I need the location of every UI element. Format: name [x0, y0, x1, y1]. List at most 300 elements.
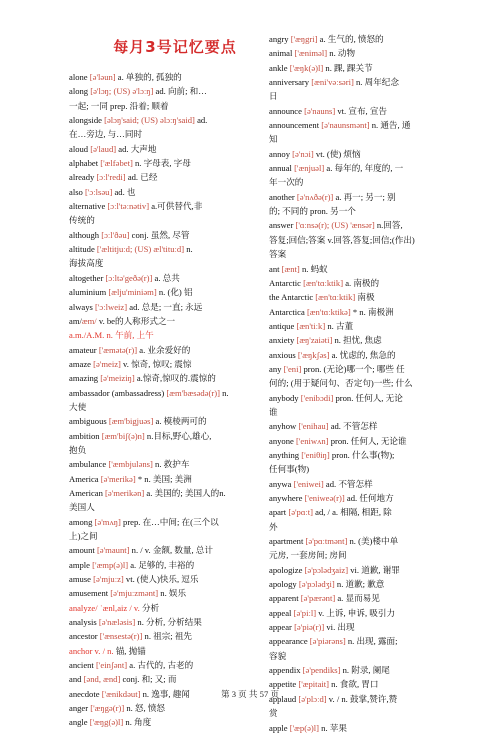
entry-line — [269, 649, 459, 663]
entry-line — [269, 161, 459, 175]
entry-line — [69, 457, 253, 471]
entry-text: n. 附录, 阑尾 — [340, 665, 390, 676]
entry-line — [69, 500, 253, 514]
entry-text: ad. 总是; 一直; 永远 — [127, 301, 203, 312]
entry-text: anxious — [269, 349, 298, 360]
entry-text: n. 娱乐 — [158, 588, 187, 599]
entry-text: 南极 — [355, 292, 375, 303]
entry-line — [269, 448, 459, 462]
entry-text: 任何事(物) — [269, 464, 310, 475]
entry-text: altitude — [69, 244, 97, 255]
entry-line — [269, 534, 459, 548]
entry-line — [269, 190, 459, 204]
entry-line — [69, 314, 253, 328]
entry-text: 容貌 — [269, 650, 287, 661]
entry-text: ambassador (ambassadress) — [69, 387, 167, 398]
phonetic-text: [æni'vəːsəri] — [311, 77, 354, 88]
entry-line — [269, 620, 459, 634]
entry-text: anchor v. / n. — [69, 645, 116, 656]
phonetic-text: [ə'piːl] — [293, 607, 317, 618]
entry-line — [69, 400, 253, 414]
entry-line — [269, 721, 459, 735]
entry-text: 大使 — [69, 401, 87, 412]
entry-text: n. 逸事, 趣闻 — [140, 688, 190, 699]
entry-text: ankle — [269, 62, 290, 73]
entry-text: n. 担忧, 焦虑 — [332, 335, 382, 346]
entry-text: annual — [269, 163, 295, 174]
entry-text: appear — [269, 622, 295, 633]
entry-text: n. 道歉; 歉意 — [334, 579, 385, 590]
entry-line — [269, 319, 459, 333]
entry-text: already — [69, 172, 97, 183]
entry-line — [69, 414, 253, 428]
entry-line — [69, 371, 253, 385]
entry-text: 知 — [269, 134, 278, 145]
phonetic-text: [ælju'miniəm] — [108, 287, 157, 298]
entry-line — [69, 256, 253, 270]
phonetic-text: [æn'tɑːktikə] — [306, 306, 351, 317]
phonetic-text: ['enibɔdi] — [300, 392, 334, 403]
phonetic-text: [ɔːltə'geðə(r)] — [105, 272, 153, 283]
entry-text: announce — [269, 105, 305, 116]
entry-text: angle — [69, 717, 90, 728]
entry-text: aluminium — [69, 287, 109, 298]
entry-text: * n. 美国; 美洲 — [135, 473, 192, 484]
phonetic-text: ['æpitait] — [298, 679, 330, 690]
entry-line — [269, 46, 459, 60]
entry-line — [69, 486, 253, 500]
entry-text: amount — [69, 545, 97, 556]
phonetic-text: [ænt] — [281, 263, 300, 274]
phonetic-text: [ə'nauns] — [304, 105, 336, 116]
phonetic-text: [ə'maunt] — [96, 545, 130, 556]
entry-line — [69, 472, 253, 486]
entry-text: n. 周年纪念 — [353, 77, 399, 88]
entry-text: a. 生气的, 愤怒的 — [317, 34, 384, 44]
entry-text: pron. (无论)哪一个; 哪些 任 — [301, 363, 405, 374]
entry-text: also — [69, 186, 85, 197]
entry-text: 日 — [269, 91, 278, 102]
phonetic-text: [ə'piərəns] — [309, 636, 346, 647]
phonetic-text: [ə'mjuːzmənt] — [110, 588, 159, 599]
entry-text: anywa — [269, 478, 294, 489]
entry-text: conj. 虽然, 尽管 — [129, 229, 190, 240]
entry-text: anywhere — [269, 493, 305, 503]
entry-line — [269, 419, 459, 433]
entry-text: n. 苹果 — [319, 722, 347, 733]
entry-text: antique — [269, 320, 297, 331]
phonetic-text: [æm'bæsədə(r)] — [166, 387, 220, 398]
entry-text: anxiety — [269, 335, 297, 346]
entry-text: a.惊奇,惊叹的.震惊的 — [134, 373, 216, 384]
entry-text: n. / v. 金额, 数量, 总计 — [129, 545, 213, 556]
entry-text: ad. 已经 — [125, 172, 158, 183]
phonetic-text: ['eniθiŋ] — [301, 449, 330, 460]
entry-text: vi. 出现 — [324, 622, 355, 633]
entry-text: a. 业余爱好的 — [137, 344, 191, 355]
entry-text: ad. — [194, 115, 208, 126]
phonetic-text: [ə'meiz] — [93, 358, 121, 369]
entry-line — [269, 462, 459, 476]
entry-text: 传统的 — [69, 215, 95, 226]
phonetic-text: ['ænsestə(r)] — [99, 631, 143, 642]
entry-text: announcement — [269, 120, 322, 131]
phonetic-text: [ə'pendiks] — [302, 665, 341, 676]
entry-text: 一起; 一同 prep. 沿着; 顺着 — [69, 100, 169, 111]
entry-text: n. 救护车 — [152, 459, 190, 470]
entry-line — [269, 591, 459, 605]
entry-text: apparent — [269, 593, 301, 604]
phonetic-text: [ə'pærənt] — [300, 593, 336, 604]
phonetic-text: ['eniwei] — [293, 478, 324, 489]
page-footer: 第 3 页 共 57 页 — [220, 689, 279, 699]
entry-text: ad. 不管怎样 — [323, 478, 373, 489]
entry-line — [269, 333, 459, 347]
phonetic-text: [æm'bigjuəs] — [108, 416, 154, 427]
entry-text: anything — [269, 449, 302, 460]
entry-text: conj. 和; 又; 而 — [120, 674, 177, 685]
entry-line — [69, 199, 253, 213]
entry-line — [69, 70, 253, 84]
entry-text: 分析 — [141, 602, 160, 613]
entry-text: the Antarctic — [269, 292, 316, 303]
entry-text: n. 蚂蚁 — [299, 263, 328, 274]
entry-line — [269, 132, 459, 146]
phonetic-text: [ə'laud] — [90, 143, 117, 154]
entry-line — [69, 84, 253, 98]
entry-text: prep. 在…中间; 在(三个以 — [120, 516, 219, 527]
entry-line — [69, 285, 253, 299]
entry-text: n.回答, — [374, 220, 403, 231]
phonetic-text: [ɔːl'təːnətiv] — [107, 201, 150, 212]
entry-line — [69, 142, 253, 156]
entry-text: n.目标,野心,雄心, — [144, 430, 212, 441]
entry-line — [269, 233, 459, 247]
entry-text: aloud — [69, 143, 91, 154]
entry-line — [269, 305, 459, 319]
entry-text: a. 古代的, 古老的 — [127, 660, 194, 671]
entry-text: apology — [269, 579, 299, 590]
entry-text: appetite — [269, 679, 299, 690]
entry-line — [69, 328, 253, 342]
entry-text: ambition — [69, 430, 102, 441]
entry-text: n. 踝, 踝关节 — [323, 62, 373, 73]
entry-text: vt. (使) 烦恼 — [313, 148, 361, 159]
entry-text: another — [269, 191, 297, 202]
entry-text: apple — [269, 722, 290, 733]
entry-line — [269, 520, 459, 534]
phonetic-text: [ə'nɔi] — [292, 148, 314, 159]
entry-line — [69, 601, 253, 615]
entry-line — [69, 228, 253, 242]
phonetic-text: [ə'mʌŋ] — [94, 516, 121, 527]
entry-text: angry — [269, 34, 291, 44]
phonetic-text: [æm'biʃ(ə)n] — [101, 430, 145, 441]
entry-text: ant — [269, 263, 282, 274]
phonetic-text: [ə'merikə] — [100, 473, 136, 484]
entry-line — [269, 147, 459, 161]
entry-text: ancestor — [69, 631, 100, 642]
entry-line — [69, 515, 253, 529]
phonetic-text: ['æltitjuːd; (US) æl'tituːd] — [96, 244, 185, 255]
entry-text: appendix — [269, 665, 303, 676]
entry-text: n. 动物 — [327, 48, 356, 59]
entry-text: alphabet — [69, 158, 101, 169]
entry-line — [269, 477, 459, 491]
entry-line — [269, 606, 459, 620]
phonetic-text: [æn'tiːk] — [296, 320, 326, 331]
entry-text: ad. 向前; 和… — [153, 86, 207, 97]
phonetic-text: ['æmp(ə)l] — [92, 559, 129, 570]
entry-text: alternative — [69, 201, 108, 212]
entry-text: n. 分析, 分析结果 — [135, 617, 202, 628]
phonetic-text: ['æŋgri] — [290, 34, 318, 44]
entry-text: n. 出现, 露面; — [345, 636, 398, 647]
phonetic-text: ['æŋg(ə)l] — [89, 717, 124, 728]
entry-text: 美国人 — [69, 502, 95, 513]
phonetic-text: ['æŋk(ə)l] — [289, 62, 324, 73]
entry-text: n. 怒, 愤怒 — [124, 703, 166, 714]
phonetic-text: ['einʃənt] — [95, 660, 128, 671]
entry-text: ancient — [69, 660, 96, 671]
entry-text: analysis — [69, 617, 99, 628]
entry-line — [269, 391, 459, 405]
phonetic-text: ['eni] — [283, 363, 302, 374]
phonetic-text: [ə'pɔlədʒaiz] — [304, 564, 349, 575]
phonetic-text: [ə'mjuːz] — [93, 574, 124, 585]
entry-text: ad. 也 — [112, 186, 136, 197]
entry-text: a. 模棱两可的 — [153, 416, 207, 427]
entry-text: alone — [69, 72, 90, 82]
entry-line — [69, 529, 253, 543]
entry-line — [69, 701, 253, 715]
entry-line — [69, 386, 253, 400]
entry-line — [69, 99, 253, 113]
entry-line — [269, 61, 459, 75]
entry-text: a. 每年的, 年度的, 一 — [324, 163, 404, 174]
entry-text: appeal — [269, 607, 294, 618]
page-title: 每月3号记忆要点 — [113, 38, 237, 56]
entry-text: a.m./A.M. n. 午前, 上午 — [69, 330, 154, 341]
phonetic-text: æm/ — [81, 315, 97, 326]
entry-text: anyone — [269, 435, 296, 446]
entry-line — [269, 563, 459, 577]
entry-text: a. 总共 — [152, 272, 180, 283]
phonetic-text: [ə'naunsmənt] — [321, 120, 370, 131]
entry-text: although — [69, 229, 102, 240]
phonetic-text: [ə'nʌðə(r)] — [296, 191, 334, 202]
entry-line — [69, 271, 253, 285]
entry-text: 答案 — [269, 249, 287, 260]
entry-line — [69, 672, 253, 686]
entry-text: n. 字母表, 字母 — [132, 158, 191, 169]
entry-line — [269, 118, 459, 132]
entry-line — [69, 213, 253, 227]
entry-text: ad. 不管怎样 — [328, 421, 378, 432]
entry-text: 元房, 一套房间; 房间 — [269, 550, 347, 561]
entry-text: annoy — [269, 148, 293, 159]
entry-text: n. 通告, 通 — [369, 120, 411, 131]
entry-line — [269, 362, 459, 376]
entry-text: along — [69, 86, 91, 97]
entry-text: pron. 什么事(物); — [329, 449, 395, 460]
entry-line — [69, 572, 253, 586]
entry-text: n. 食欲, 胃口 — [329, 679, 379, 690]
entry-line — [269, 577, 459, 591]
entry-text: anyhow — [269, 421, 299, 432]
entry-text: anecdote — [69, 688, 102, 699]
phonetic-text: [ɔːl'redi] — [96, 172, 126, 183]
entry-line — [69, 357, 253, 371]
entry-text: ample — [69, 559, 93, 570]
phonetic-text: [ə'lɔŋ; (US) ə'lɔːŋ] — [90, 86, 154, 97]
entry-text: 何的; (用于疑问句、否定句)一些; 什么 — [269, 378, 413, 389]
entry-text: Antarctic — [269, 277, 304, 288]
entry-line — [269, 247, 459, 261]
phonetic-text: ['eniweə(r)] — [304, 493, 345, 503]
entry-line — [269, 89, 459, 103]
entry-text: American — [69, 487, 106, 498]
entry-text: Antarctica — [269, 306, 307, 317]
entry-line — [269, 276, 459, 290]
phonetic-text: [əlɔŋ'said; (US) əlɔːŋ'said] — [104, 115, 195, 126]
entry-text: n. 角度 — [123, 717, 152, 728]
phonetic-text: ['æmbjuləns] — [108, 459, 153, 470]
entry-line — [269, 376, 459, 390]
entry-text: any — [269, 363, 284, 374]
entry-line — [269, 218, 459, 232]
entry-text: 的; 不同的 pron. 另一个 — [269, 206, 356, 217]
entry-line — [69, 658, 253, 672]
entry-text: ad. 任何地方 — [344, 493, 394, 503]
phonetic-text: [ənd, ænd] — [83, 674, 121, 685]
phonetic-text: ['ɔːlweiz] — [95, 301, 128, 312]
entry-text: 海拔高度 — [69, 258, 104, 269]
entry-text: * n. 南极洲 — [350, 306, 394, 317]
right-column — [269, 32, 459, 735]
entry-line — [269, 634, 459, 648]
entry-line — [269, 290, 459, 304]
entry-line — [69, 170, 253, 184]
entry-text: ambulance — [69, 459, 109, 470]
entry-text: a. 再一; 另一; 别 — [333, 191, 396, 202]
phonetic-text: [ə'ləun] — [89, 72, 116, 82]
entry-text: answer — [269, 220, 296, 231]
entry-text: v. 惊奇, 惊叹; 震惊 — [120, 358, 192, 369]
entry-line — [69, 644, 253, 658]
entry-text: a. 足够的, 丰裕的 — [128, 559, 195, 570]
entry-text: ambiguous — [69, 416, 109, 427]
entry-text: anger — [69, 703, 91, 714]
entry-line — [69, 543, 253, 557]
entry-text: vi. 道歉, 谢罪 — [348, 564, 400, 575]
phonetic-text: [æn'tɑːktik] — [315, 292, 356, 303]
entry-line — [269, 663, 459, 677]
entry-line — [269, 32, 459, 46]
phonetic-text: ['ælfəbet] — [100, 158, 133, 169]
entry-line — [269, 548, 459, 562]
entry-text: amuse — [69, 574, 94, 585]
entry-line — [69, 156, 253, 170]
entry-line — [69, 629, 253, 643]
phonetic-text: [ə'pɔlədʒi] — [298, 579, 335, 590]
entry-text: n. — [219, 387, 229, 398]
entry-line — [269, 505, 459, 519]
entry-text: a. 南极的 — [343, 277, 380, 288]
entry-text: America — [69, 473, 101, 484]
entry-text: a. 显而易见 — [335, 593, 380, 604]
entry-text: vt. 宣布, 宣告 — [335, 105, 388, 116]
phonetic-text: [ə'pɑːt] — [288, 507, 313, 518]
entry-text: applaud — [269, 693, 299, 704]
entry-text: amaze — [69, 358, 94, 369]
entry-line — [69, 715, 253, 729]
phonetic-text: ['æŋgə(r)] — [90, 703, 125, 714]
entry-line — [69, 443, 253, 457]
phonetic-text: [ə'pɑːtmənt] — [305, 536, 348, 547]
entry-line — [69, 429, 253, 443]
entry-text: amusement — [69, 588, 111, 599]
entry-text: amazing — [69, 373, 101, 384]
entry-text: n. (美)楼中单 — [347, 536, 399, 547]
entry-text: among — [69, 516, 95, 527]
entry-text: pron. 任何人, 无论 — [333, 392, 403, 403]
entry-text: 谁 — [269, 406, 278, 417]
entry-text: v. be的人称形式之一 — [96, 315, 176, 326]
entry-text: am/ — [69, 315, 82, 326]
entry-text: 在…旁边, 与…同时 — [69, 129, 143, 140]
phonetic-text: ['ænjuəl] — [294, 163, 325, 174]
entry-text: v. / n. 鼓掌,赞许,赞 — [326, 693, 398, 704]
entry-text: amateur — [69, 344, 99, 355]
entry-line — [269, 405, 459, 419]
entry-text: 年一次的 — [269, 177, 304, 188]
entry-text: a. 单独的, 孤独的 — [115, 72, 182, 82]
phonetic-text: [ə'plɔːd] — [298, 693, 327, 704]
entry-text: anniversary — [269, 77, 312, 88]
entry-text: vt. (使人)快乐, 逗乐 — [123, 574, 199, 585]
entry-line — [269, 348, 459, 362]
phonetic-text: [æŋ'zaiəti] — [296, 335, 333, 346]
entry-text: 锚, 抛锚 — [115, 645, 146, 656]
entry-text: 抱负 — [69, 444, 87, 455]
entry-line — [269, 706, 459, 720]
entry-text: always — [69, 301, 96, 312]
entry-text: anybody — [269, 392, 301, 403]
entry-text: altogether — [69, 272, 106, 283]
phonetic-text: [ə'meiziŋ] — [100, 373, 135, 384]
phonetic-text: ['æniməl] — [294, 48, 328, 59]
entry-text: animal — [269, 48, 295, 59]
entry-line — [69, 300, 253, 314]
entry-line — [269, 204, 459, 218]
entry-text: n. 古董 — [325, 320, 354, 331]
entry-text: 外 — [269, 521, 278, 532]
entry-text: 赏 — [269, 708, 278, 719]
phonetic-text: [ə'piə(r)] — [294, 622, 325, 633]
entry-line — [69, 242, 253, 256]
entry-text: alongside — [69, 115, 105, 126]
entry-line — [69, 615, 253, 629]
entry-text: and — [69, 674, 84, 685]
entry-text: apart — [269, 507, 289, 518]
entry-line — [69, 127, 253, 141]
entry-line — [69, 558, 253, 572]
phonetic-text: [æn'tɑːktik] — [303, 277, 344, 288]
entry-text: v. 上诉, 申诉, 吸引力 — [316, 607, 396, 618]
phonetic-text: ['ænikdəut] — [101, 688, 141, 699]
phonetic-text: [ə'næləsis] — [98, 617, 136, 628]
